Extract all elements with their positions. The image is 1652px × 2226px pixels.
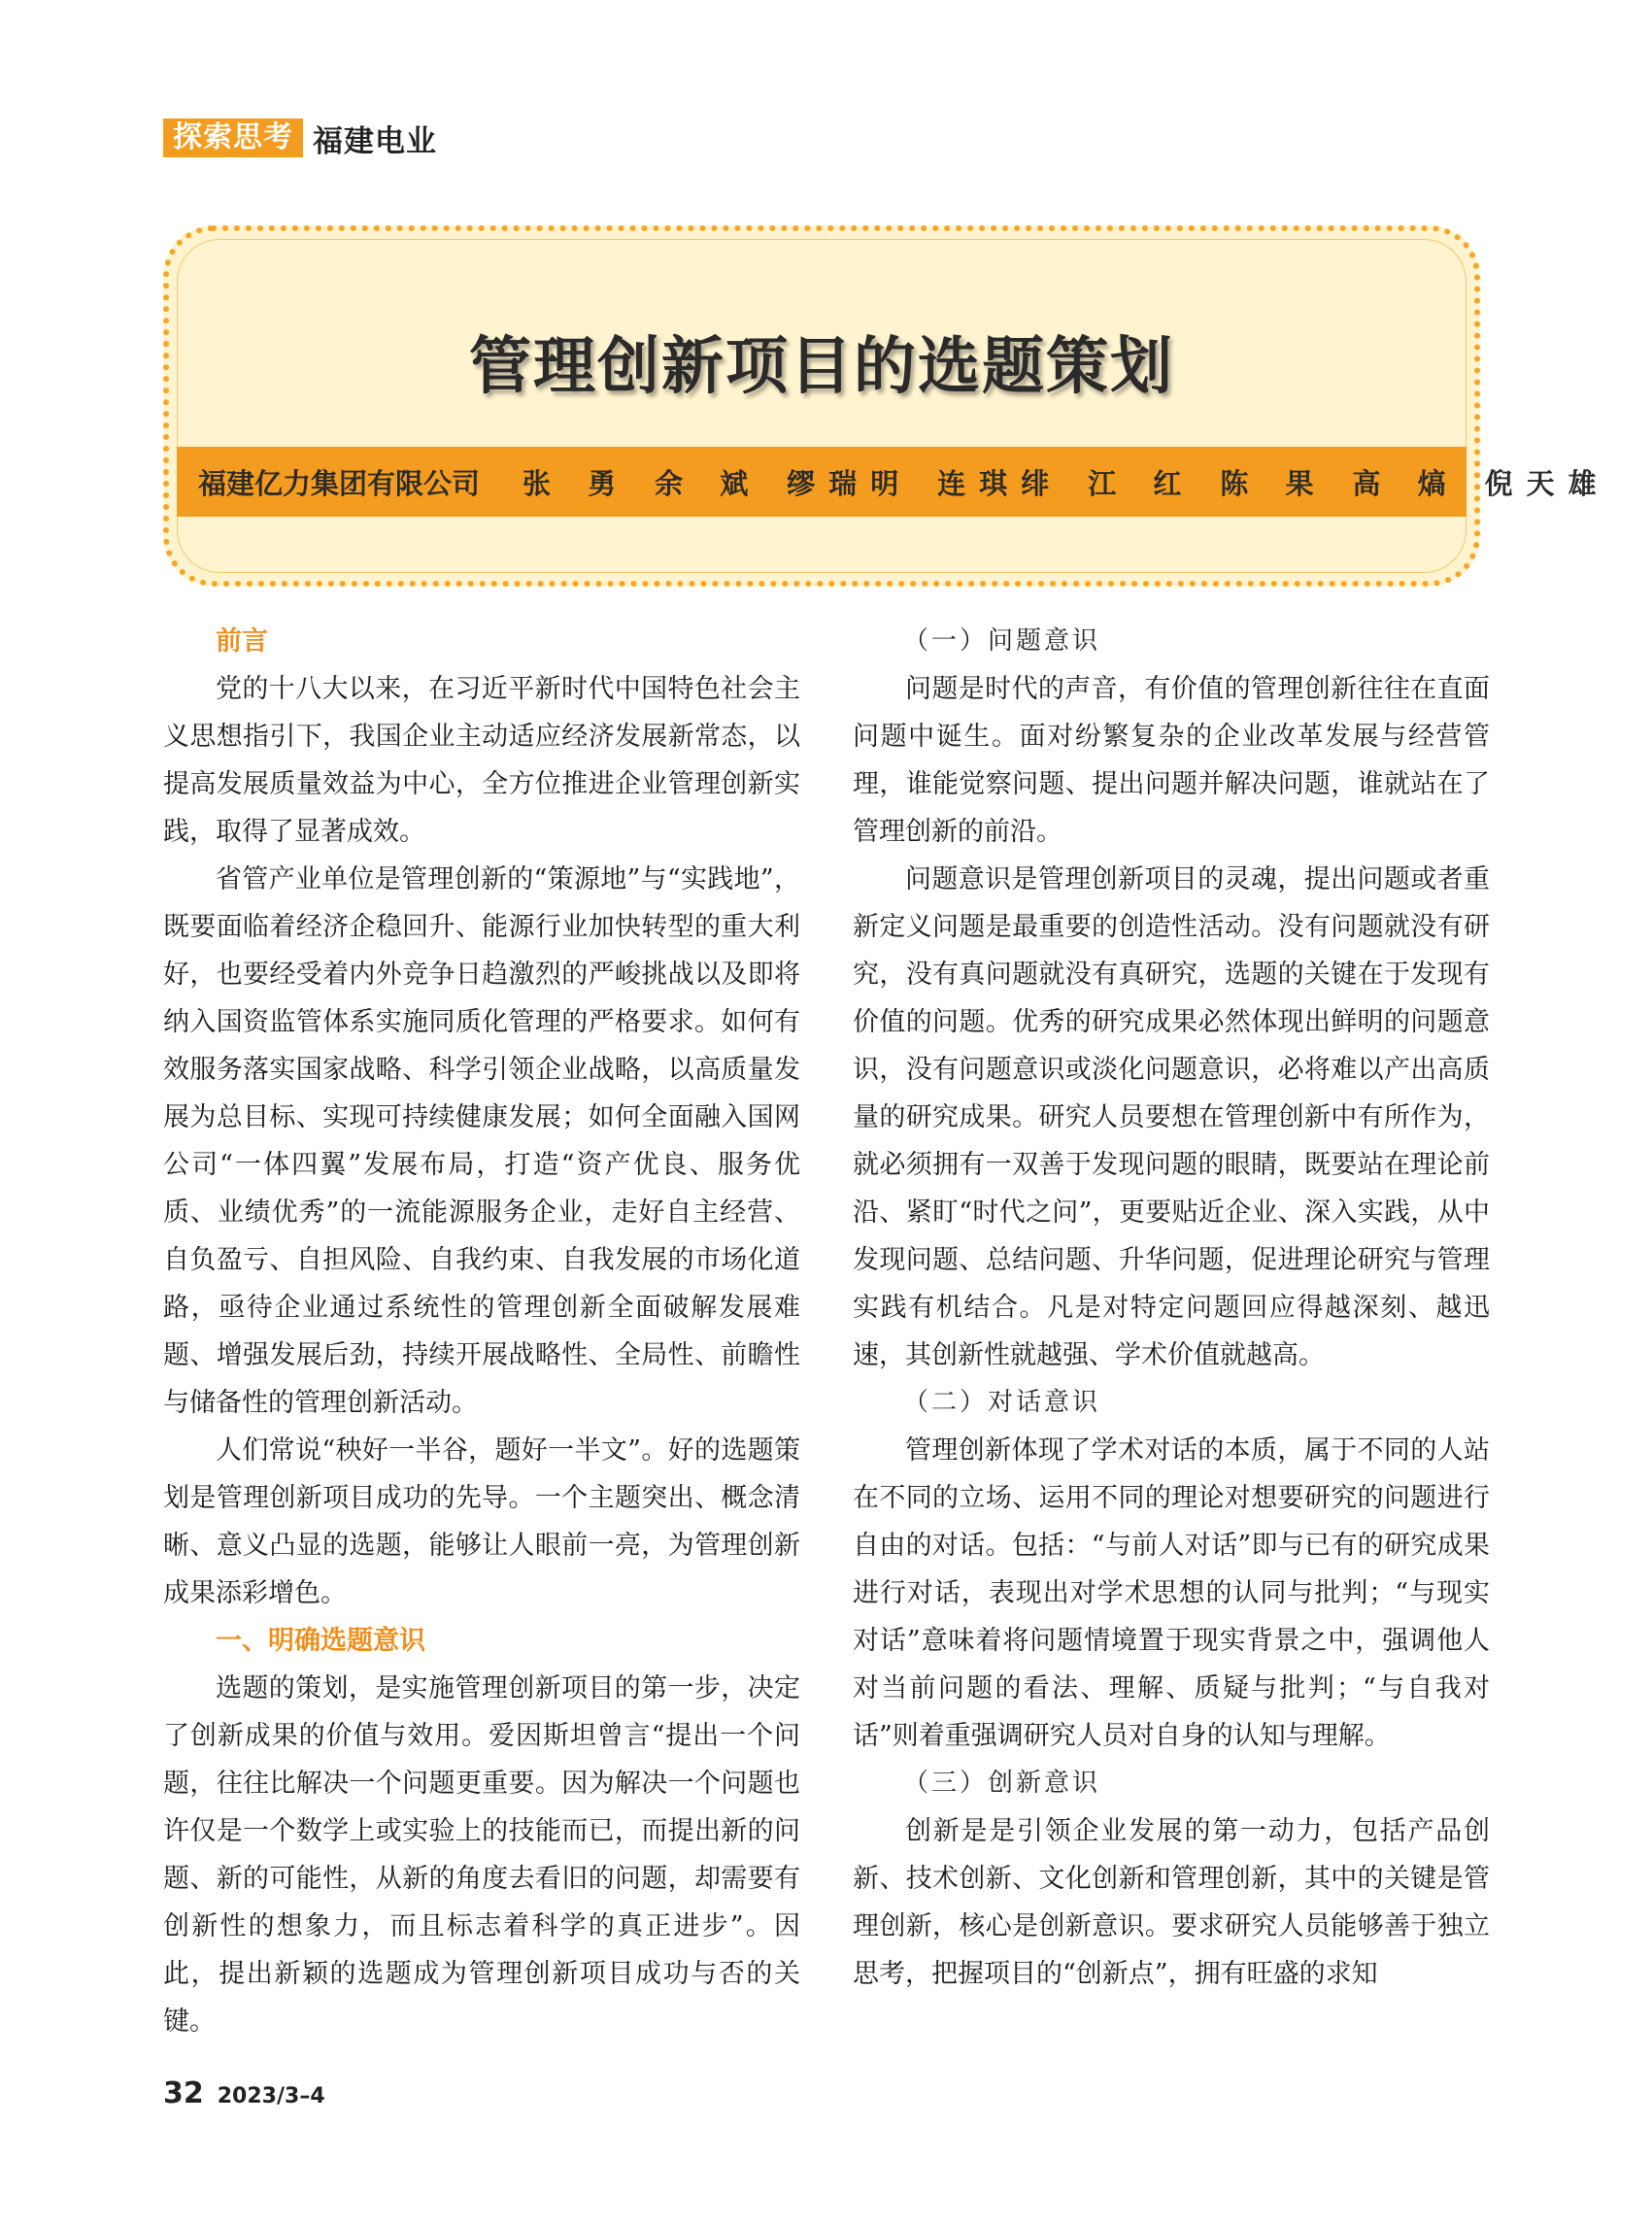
page-footer xyxy=(163,2076,325,2110)
section-tag: 探索思考 xyxy=(163,118,303,157)
body-paragraph: 创新是是引领企业发展的第一动力，包括产品创新、技术创新、文化创新和管理创新，其中的关键是管理创新，核心是创新意识。要求研究人员能够善于独立思考，把握项目的“创新点”，拥有旺盛的求知 xyxy=(853,1816,1490,1989)
section-heading: 一、明确选题意识 xyxy=(216,1626,425,1656)
issue-label: 2023/3–4 xyxy=(217,2084,325,2108)
author-organization: 福建亿力集团有限公司 xyxy=(198,466,481,500)
title-frame-inner-border xyxy=(177,239,1467,573)
right-column xyxy=(853,618,1490,1998)
body-paragraph: 省管产业单位是管理创新的“策源地”与“实践地”，既要面临着经济企稳回升、能源行业加快转型的重大利好，也要经受着内外竞争日趋激烈的严峻挑战以及即将纳入国资监管体系实施同质化管理的严格要求。如何有效服务落实国家战略、科学引领企业战略，以高质量发展为总目标、实现可持续健康发展；如何全面融入国网公司“一体四翼”发展布局，打造“资产优良、服务优质、业绩优秀”的一流能源服务企业，走好自主经营、自负盈亏、自担风险、自我约束、自我发展的市场化道路，亟待企业通过系统性的管理创新全面破解发展难题、增强发展后劲，持续开展战略性、全局性、前瞻性与储备性的管理创新活动。 xyxy=(163,864,800,1418)
body-paragraph: 党的十八大以来，在习近平新时代中国特色社会主义思想指引下，我国企业主动适应经济发展新常态，以提高发展质量效益为中心，全方位推进企业管理创新实践，取得了显著成效。 xyxy=(163,674,800,847)
body-paragraph: 问题是时代的声音，有价值的管理创新往往在直面问题中诞生。面对纷繁复杂的企业改革发展与经营管理，谁能觉察问题、提出问题并解决问题，谁就站在了管理创新的前沿。 xyxy=(853,674,1490,847)
page-number: 32 xyxy=(163,2076,204,2110)
left-column xyxy=(163,618,800,2045)
author-name: 余 斌 xyxy=(655,466,762,500)
subsection-heading: （二）对话意识 xyxy=(903,1388,1101,1417)
body-paragraph: 选题的策划，是实施管理创新项目的第一步，决定了创新成果的价值与效用。爱因斯坦曾言“提出一个问题，往往比解决一个问题更重要。因为解决一个问题也许仅是一个数学上或实验上的技能而已，而提出新的问题、新的可能性，从新的角度去看旧的问题，却需要有创新性的想象力，而且标志着科学的真正进步”。因此，提出新颖的选题成为管理创新项目成功与否的关键。 xyxy=(163,1673,800,2037)
author-name: 张 勇 xyxy=(523,466,630,500)
author-name: 缪瑞明 xyxy=(787,466,913,500)
author-band xyxy=(177,447,1610,517)
title-frame xyxy=(163,225,1610,587)
author-name: 江 红 xyxy=(1088,466,1196,500)
subsection-heading: （三）创新意识 xyxy=(903,1769,1101,1798)
body-paragraph: 问题意识是管理创新项目的灵魂，提出问题或者重新定义问题是最重要的创造性活动。没有问题就没有研究，没有真问题就没有真研究，选题的关键在于发现有价值的问题。优秀的研究成果必然体现出鲜明的问题意识，没有问题意识或淡化问题意识，必将难以产出高质量的研究成果。研究人员要想在管理创新中有所作为，就必须拥有一双善于发现问题的眼睛，既要站在理论前沿、紧盯“时代之问”，更要贴近企业、深入实践，从中发现问题、总结问题、升华问题，促进理论研究与管理实践有机结合。凡是对特定问题回应得越深刻、越迅速，其创新性就越强、学术价值就越高。 xyxy=(853,864,1490,1370)
author-name: 连琪绯 xyxy=(937,466,1063,500)
body-paragraph: 管理创新体现了学术对话的本质，属于不同的人站在不同的立场、运用不同的理论对想要研究的问题进行自由的对话。包括：“与前人对话”即与已有的研究成果进行对话，表现出对学术思想的认同与批判；“与现实对话”意味着将问题情境置于现实背景之中，强调他人对当前问题的看法、理解、质疑与批判；“与自我对话”则着重强调研究人员对自身的认知与理解。 xyxy=(853,1435,1490,1751)
preface-heading: 前言 xyxy=(216,626,268,657)
section-header xyxy=(163,118,437,157)
author-name: 高 熇 xyxy=(1352,466,1460,500)
subsection-heading: （一）问题意识 xyxy=(903,626,1101,656)
magazine-name: 福建电业 xyxy=(313,123,437,159)
body-paragraph: 人们常说“秧好一半谷，题好一半文”。好的选题策划是管理创新项目成功的先导。一个主题突出、概念清晰、意义凸显的选题，能够让人眼前一亮，为管理创新成果添彩增色。 xyxy=(163,1435,800,1608)
article-title: 管理创新项目的选题策划 xyxy=(469,331,1174,403)
author-name: 倪天雄 xyxy=(1484,466,1610,500)
author-name: 陈 果 xyxy=(1220,466,1328,500)
